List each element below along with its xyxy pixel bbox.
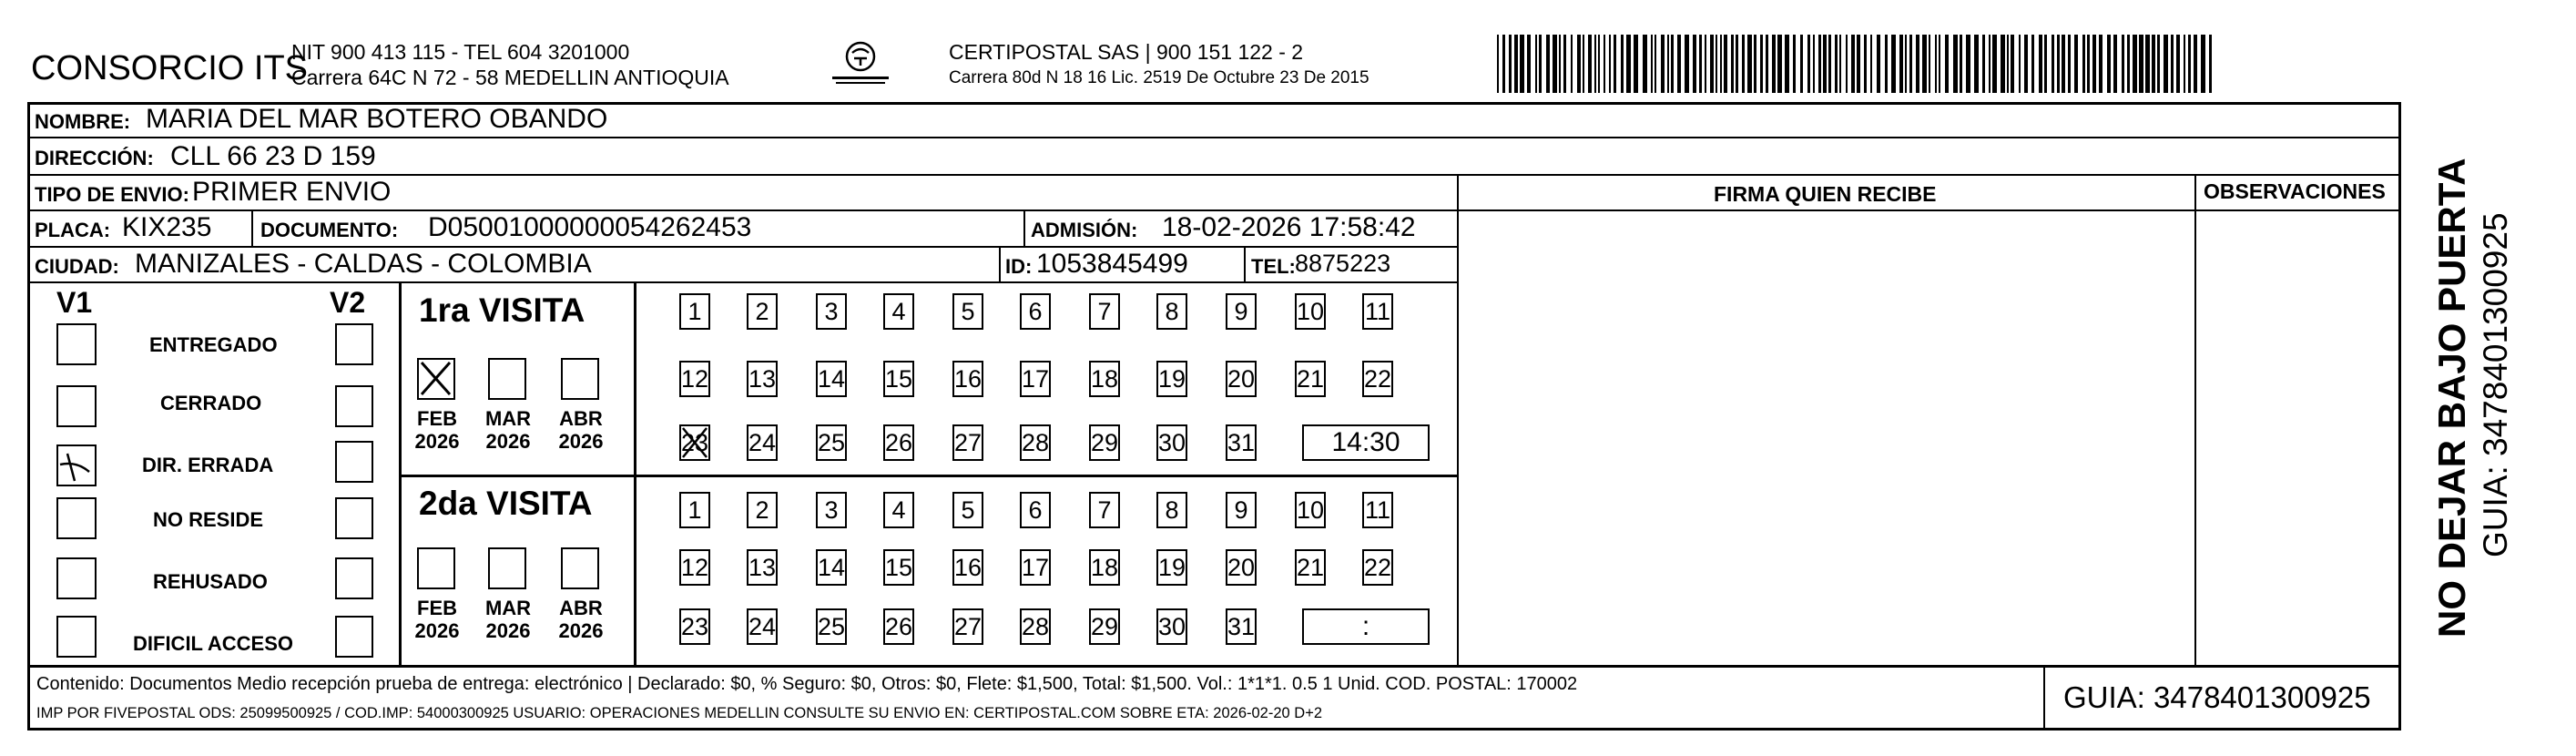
- visit1-day-8[interactable]: 8: [1156, 293, 1187, 330]
- barcode-bar: [1870, 35, 1872, 93]
- barcode-bar: [1754, 35, 1756, 93]
- barcode-bar: [1535, 35, 1537, 93]
- barcode-bar: [2099, 35, 2103, 93]
- courier-name: CERTIPOSTAL SAS | 900 151 122 - 2: [949, 40, 1304, 64]
- v1-checkbox-dificil-acceso[interactable]: [56, 616, 97, 658]
- barcode-bar: [1583, 35, 1584, 93]
- tipo-envio-value: PRIMER ENVIO: [192, 177, 392, 207]
- visit1-month-abr-label: ABR 2026: [558, 407, 604, 454]
- barcode-bar: [1710, 35, 1714, 93]
- barcode-bar: [1982, 35, 1985, 93]
- visit1-day-4[interactable]: 4: [883, 293, 914, 330]
- barcode-bar: [2024, 35, 2028, 93]
- barcode-bar: [1857, 35, 1860, 93]
- barcode-bar: [1720, 35, 1722, 93]
- barcode-bar: [2201, 35, 2205, 93]
- visit2-day-24[interactable]: 24: [747, 608, 778, 645]
- barcode-bar: [2007, 35, 2009, 93]
- barcode-bar: [2031, 35, 2034, 93]
- barcode-bar: [1594, 35, 1596, 93]
- certipostal-logo: [829, 38, 892, 93]
- barcode-bar: [1807, 35, 1810, 93]
- visit1-day-16[interactable]: 16: [952, 361, 983, 397]
- visit2-month-mar-box[interactable]: [488, 547, 526, 589]
- visit2-day-10[interactable]: 10: [1295, 492, 1326, 528]
- side-warning: NO DEJAR BAJO PUERTA: [2430, 158, 2473, 638]
- barcode-bar: [1772, 35, 1776, 93]
- placa-value: KIX235: [122, 212, 212, 242]
- barcode-bar: [1614, 35, 1616, 93]
- visit1-day-31[interactable]: 31: [1226, 424, 1257, 461]
- barcode-bar: [1609, 35, 1611, 93]
- barcode-bar: [1828, 35, 1831, 93]
- visit1-month-feb-box[interactable]: [417, 358, 455, 400]
- barcode-bar: [1899, 35, 1903, 93]
- footer-guia: GUIA: 3478401300925: [2063, 680, 2371, 714]
- barcode-bar: [2074, 35, 2078, 93]
- barcode-bar: [2011, 35, 2014, 93]
- barcode-bar: [1559, 35, 1561, 93]
- visit1-day-3[interactable]: 3: [816, 293, 847, 330]
- barcode-bar: [2044, 35, 2047, 93]
- company-address: Carrera 64C N 72 - 58 MEDELLIN ANTIOQUIA: [291, 66, 729, 89]
- barcode-bar: [1864, 35, 1867, 93]
- visit2-day-31[interactable]: 31: [1226, 608, 1257, 645]
- barcode-bar: [1571, 35, 1573, 93]
- barcode-bar: [1588, 35, 1592, 93]
- visit2-month-abr-label: ABR 2026: [558, 597, 604, 643]
- visit1-day-12[interactable]: 12: [679, 361, 710, 397]
- visit1-day-20[interactable]: 20: [1226, 361, 1257, 397]
- barcode-bar: [1953, 35, 1958, 93]
- barcode-bar: [1539, 35, 1542, 93]
- visit2-day-25[interactable]: 25: [816, 608, 847, 645]
- documento-label: DOCUMENTO:: [260, 219, 399, 241]
- barcode-bar: [1677, 35, 1681, 93]
- visit2-month-feb-box[interactable]: [417, 547, 455, 589]
- v1-header: V1: [56, 286, 93, 319]
- barcode-bar: [2107, 35, 2111, 93]
- barcode-bar: [1685, 35, 1689, 93]
- barcode-bar: [1992, 35, 1997, 93]
- barcode-bar: [2139, 35, 2143, 93]
- v2-checkbox-no-reside[interactable]: [335, 497, 373, 539]
- visit1-day-10[interactable]: 10: [1295, 293, 1326, 330]
- barcode-bar: [1989, 35, 1991, 93]
- status-dir-errada: DIR. ERRADA: [142, 454, 274, 476]
- barcode-bar: [1667, 35, 1669, 93]
- visit2-day-15[interactable]: 15: [883, 549, 914, 586]
- barcode-bar: [1835, 35, 1838, 93]
- visit1-day-18[interactable]: 18: [1089, 361, 1120, 397]
- ciudad-value: MANIZALES - CALDAS - COLOMBIA: [135, 249, 592, 279]
- barcode-bar: [1966, 35, 1970, 93]
- barcode-bar: [1546, 35, 1550, 93]
- status-dificil-acceso: DIFICIL ACCESO: [133, 632, 294, 655]
- barcode-bar: [1604, 35, 1605, 93]
- barcode-bar: [2052, 35, 2054, 93]
- tel-label: TEL:: [1251, 255, 1296, 278]
- nombre-value: MARIA DEL MAR BOTERO OBANDO: [146, 104, 608, 134]
- visit1-month-mar-box[interactable]: [488, 358, 526, 400]
- visit2-day-11[interactable]: 11: [1362, 492, 1393, 528]
- v2-checkbox-entregado[interactable]: [335, 323, 373, 365]
- visit2-day-6[interactable]: 6: [1020, 492, 1051, 528]
- barcode-bar: [1818, 35, 1821, 93]
- status-cerrado: CERRADO: [160, 392, 262, 414]
- visit2-day-26[interactable]: 26: [883, 608, 914, 645]
- visit2-day-21[interactable]: 21: [1295, 549, 1326, 586]
- visit1-day-22[interactable]: 22: [1362, 361, 1393, 397]
- visit1-day-15[interactable]: 15: [883, 361, 914, 397]
- tel-value: 8875223: [1295, 250, 1391, 277]
- barcode-bar: [2157, 35, 2160, 93]
- barcode-bar: [2176, 35, 2180, 93]
- barcode-bar: [1813, 35, 1815, 93]
- visit1-day-2[interactable]: 2: [747, 293, 778, 330]
- visit1-day-23[interactable]: [679, 424, 710, 461]
- visit1-day-7[interactable]: 7: [1089, 293, 1120, 330]
- barcode-bar: [1777, 35, 1782, 93]
- visit1-day-14[interactable]: 14: [816, 361, 847, 397]
- barcode-bar: [1661, 35, 1665, 93]
- visit2-month-mar-label: MAR 2026: [484, 597, 532, 643]
- visit1-day-9[interactable]: 9: [1226, 293, 1257, 330]
- direccion-value: CLL 66 23 D 159: [170, 141, 376, 171]
- visit1-day-17[interactable]: 17: [1020, 361, 1051, 397]
- visit1-day-28[interactable]: 28: [1020, 424, 1051, 461]
- v1-checkbox-rehusado[interactable]: [56, 557, 97, 599]
- visit2-day-30[interactable]: 30: [1156, 608, 1187, 645]
- barcode-bar: [1563, 35, 1566, 93]
- id-label: ID:: [1005, 255, 1033, 278]
- v2-checkbox-dificil-acceso[interactable]: [335, 616, 373, 658]
- barcode-bar: [1621, 35, 1624, 93]
- visit2-month-feb-label: FEB 2026: [414, 597, 460, 643]
- visit1-day-1[interactable]: 1: [679, 293, 710, 330]
- barcode-bar: [1891, 35, 1896, 93]
- visit2-day-18[interactable]: 18: [1089, 549, 1120, 586]
- barcode: [1493, 35, 2222, 95]
- barcode-bar: [1736, 35, 1738, 93]
- visit1-day-6[interactable]: 6: [1020, 293, 1051, 330]
- visit2-day-14[interactable]: 14: [816, 549, 847, 586]
- v2-header: V2: [330, 286, 366, 319]
- firma-header: FIRMA QUIEN RECIBE: [1714, 182, 1937, 206]
- barcode-bar: [1509, 35, 1512, 93]
- visit1-day-30[interactable]: 30: [1156, 424, 1187, 461]
- barcode-bar: [2039, 35, 2042, 93]
- visit2-day-8[interactable]: 8: [1156, 492, 1187, 528]
- side-guia: GUIA: 3478401300925: [2477, 212, 2514, 557]
- barcode-bar: [1916, 35, 1919, 93]
- barcode-bar: [1705, 35, 1706, 93]
- visit1-month-abr-box[interactable]: [561, 358, 599, 400]
- barcode-bar: [2057, 35, 2060, 93]
- barcode-bar: [1553, 35, 1557, 93]
- barcode-bar: [2127, 35, 2130, 93]
- barcode-bar: [1877, 35, 1880, 93]
- barcode-bar: [1671, 35, 1674, 93]
- barcode-bar: [2062, 35, 2065, 93]
- barcode-bar: [2209, 35, 2212, 93]
- admision-value: 18-02-2026 17:58:42: [1162, 212, 1416, 242]
- barcode-bar: [1724, 35, 1727, 93]
- barcode-bar: [1716, 35, 1717, 93]
- barcode-bar: [2145, 35, 2150, 93]
- v1-checkbox-no-reside[interactable]: [56, 497, 97, 539]
- barcode-bar: [1747, 35, 1752, 93]
- visit2-day-1[interactable]: 1: [679, 492, 710, 528]
- placa-label: PLACA:: [35, 219, 111, 241]
- status-rehusado: REHUSADO: [153, 570, 268, 593]
- status-entregado: ENTREGADO: [149, 333, 278, 356]
- barcode-bar: [2019, 35, 2021, 93]
- barcode-bar: [1922, 35, 1927, 93]
- observaciones-header: OBSERVACIONES: [2204, 179, 2386, 203]
- barcode-bar: [1502, 35, 1505, 93]
- visit2-day-29[interactable]: 29: [1089, 608, 1120, 645]
- barcode-bar: [1785, 35, 1789, 93]
- barcode-bar: [2092, 35, 2096, 93]
- barcode-bar: [1939, 35, 1940, 93]
- barcode-bar: [1885, 35, 1888, 93]
- visit2-day-7[interactable]: 7: [1089, 492, 1120, 528]
- barcode-bar: [1760, 35, 1763, 93]
- barcode-bar: [1693, 35, 1696, 93]
- visit1-day-19[interactable]: 19: [1156, 361, 1187, 397]
- barcode-bar: [2122, 35, 2124, 93]
- barcode-bar: [1497, 35, 1499, 93]
- barcode-bar: [2184, 35, 2185, 93]
- status-no-reside: NO RESIDE: [153, 508, 264, 531]
- barcode-bar: [1800, 35, 1803, 93]
- v2-checkbox-cerrado[interactable]: [335, 385, 373, 427]
- barcode-bar: [1905, 35, 1907, 93]
- barcode-bar: [1643, 35, 1647, 93]
- visit1-day-23-mark: [681, 426, 708, 459]
- barcode-bar: [1935, 35, 1937, 93]
- barcode-bar: [1909, 35, 1912, 93]
- visit1-month-feb-label: FEB 2026: [414, 407, 460, 454]
- barcode-bar: [1839, 35, 1841, 93]
- id-value: 1053845499: [1036, 249, 1188, 279]
- barcode-bar: [1598, 35, 1600, 93]
- barcode-bar: [1929, 35, 1930, 93]
- visit2-day-20[interactable]: 20: [1226, 549, 1257, 586]
- visit2-title: 2da VISITA: [419, 485, 593, 522]
- visit1-day-label: 23: [681, 429, 709, 456]
- barcode-bar: [1626, 35, 1631, 93]
- barcode-bar: [1823, 35, 1827, 93]
- visit2-time-field[interactable]: :: [1302, 608, 1430, 645]
- visit2-day-27[interactable]: 27: [952, 608, 983, 645]
- visit2-day-5[interactable]: 5: [952, 492, 983, 528]
- barcode-bar: [2133, 35, 2137, 93]
- barcode-bar: [1742, 35, 1745, 93]
- visit2-day-23[interactable]: 23: [679, 608, 710, 645]
- visit2-day-16[interactable]: 16: [952, 549, 983, 586]
- barcode-bar: [1527, 35, 1531, 93]
- visit2-day-13[interactable]: 13: [747, 549, 778, 586]
- barcode-bar: [2194, 35, 2197, 93]
- visit1-day-13[interactable]: 13: [747, 361, 778, 397]
- visit1-day-24[interactable]: 24: [747, 424, 778, 461]
- visit2-day-4[interactable]: 4: [883, 492, 914, 528]
- barcode-bar: [2001, 35, 2005, 93]
- barcode-bar: [1655, 35, 1656, 93]
- visit2-day-3[interactable]: 3: [816, 492, 847, 528]
- barcode-bar: [2164, 35, 2168, 93]
- barcode-bar: [1634, 35, 1638, 93]
- visit1-day-21[interactable]: 21: [1295, 361, 1326, 397]
- tipo-envio-label: TIPO DE ENVIO:: [35, 183, 189, 206]
- visit1-title: 1ra VISITA: [419, 291, 585, 329]
- visit1-day-29[interactable]: 29: [1089, 424, 1120, 461]
- documento-value: D05001000000054262453: [428, 212, 752, 242]
- company-name: CONSORCIO ITS: [31, 49, 309, 87]
- visit2-month-abr-box[interactable]: [561, 547, 599, 589]
- nombre-label: NOMBRE:: [35, 110, 131, 133]
- visit1-day-27[interactable]: 27: [952, 424, 983, 461]
- direccion-label: DIRECCIÓN:: [35, 147, 154, 169]
- barcode-bar: [1731, 35, 1734, 93]
- barcode-bar: [1699, 35, 1702, 93]
- v1-checkbox-cerrado[interactable]: [56, 385, 97, 427]
- v2-checkbox-dir-errada[interactable]: [335, 441, 373, 483]
- visit2-day-2[interactable]: 2: [747, 492, 778, 528]
- barcode-bar: [1514, 35, 1518, 93]
- footer-impresion: IMP POR FIVEPOSTAL ODS: 25099500925 / COD.IMP: 54000300925 USUARIO: OPERACIONES MEDELLIN CONSULTE SU ENVIO EN: CERTIPOSTAL.COM SOBRE ETA: 2026-02-20 D+2: [36, 705, 1323, 721]
- v1-checkbox-dir-errada[interactable]: [56, 444, 97, 486]
- footer-contenido: Contenido: Documentos Medio recepción prueba de entrega: electrónico | Declarado: $0, % Seguro: $0, Otros: $0, Flete: $1,500, Total: $1,500. Vol.: 1*1*1. 0.5 1 Unid. COD. POSTAL: 170002: [36, 674, 1578, 694]
- admision-label: ADMISIÓN:: [1031, 219, 1138, 241]
- visit1-day-25[interactable]: 25: [816, 424, 847, 461]
- visit2-day-19[interactable]: 19: [1156, 549, 1187, 586]
- company-nit: NIT 900 413 115 - TEL 604 3201000: [291, 40, 630, 64]
- visit2-day-17[interactable]: 17: [1020, 549, 1051, 586]
- ciudad-label: CIUDAD:: [35, 255, 119, 278]
- barcode-bar: [2113, 35, 2117, 93]
- barcode-bar: [1651, 35, 1653, 93]
- visit1-month-mar-label: MAR 2026: [484, 407, 532, 454]
- visit1-day-5[interactable]: 5: [952, 293, 983, 330]
- barcode-bar: [1846, 35, 1848, 93]
- barcode-bar: [1851, 35, 1855, 93]
- courier-address: Carrera 80d N 18 16 Lic. 2519 De Octubre 23 De 2015: [949, 68, 1369, 87]
- barcode-bar: [1960, 35, 1962, 93]
- visit1-day-11[interactable]: 11: [1362, 293, 1393, 330]
- barcode-bar: [2087, 35, 2090, 93]
- barcode-bar: [1945, 35, 1949, 93]
- barcode-bar: [1793, 35, 1796, 93]
- visit1-time-field[interactable]: 14:30: [1302, 424, 1430, 461]
- visit2-day-28[interactable]: 28: [1020, 608, 1051, 645]
- barcode-bar: [2188, 35, 2191, 93]
- barcode-bar: [1766, 35, 1768, 93]
- visit1-day-26[interactable]: 26: [883, 424, 914, 461]
- barcode-bar: [1520, 35, 1524, 93]
- visit2-day-9[interactable]: 9: [1226, 492, 1257, 528]
- barcode-bar: [1577, 35, 1581, 93]
- barcode-bar: [2171, 35, 2174, 93]
- visit2-day-12[interactable]: 12: [679, 549, 710, 586]
- barcode-bar: [2152, 35, 2155, 93]
- barcode-bar: [2082, 35, 2085, 93]
- visit2-day-22[interactable]: 22: [1362, 549, 1393, 586]
- v1-checkbox-entregado[interactable]: [56, 323, 97, 365]
- v2-checkbox-rehusado[interactable]: [335, 557, 373, 599]
- barcode-bar: [1974, 35, 1979, 93]
- barcode-bar: [2068, 35, 2071, 93]
